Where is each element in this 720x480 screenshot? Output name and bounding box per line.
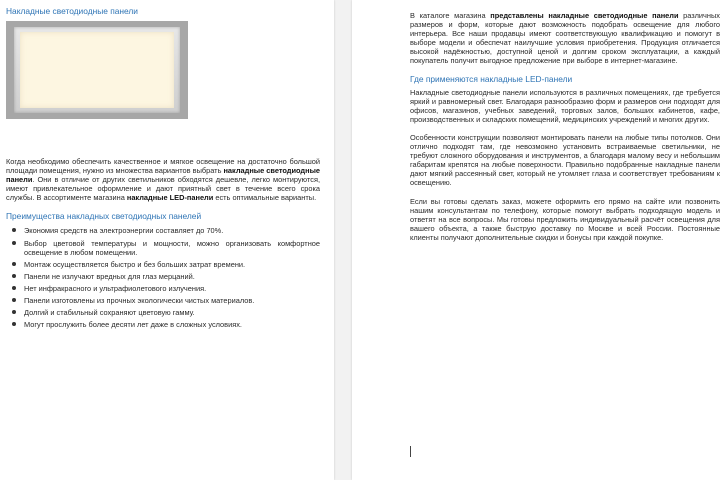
list-item: Панели изготовлены из прочных экологически чистых материалов. — [24, 296, 320, 305]
heading-advantages: Преимущества накладных светодиодных панелей — [6, 211, 202, 222]
bullet-icon — [12, 262, 16, 266]
heading-link[interactable]: накладные LED-панели — [480, 73, 573, 84]
panel-light-surface — [20, 32, 174, 108]
paragraph-catalog: В каталоге магазина представлены накладные светодиодные панели различных размеров и форм, которые дают возможность подобрать освещение для любого интерьера. Все наши продавцы имеют соответствующую квалификацию и помогут в выборе модели и обеспечат наилучшие условия приобретения. Продукция отличается высокой надёжностью, доступной ценой и долгим сроком эксплуатации, а каждый покупатель получит выгодное предложение при выборе в интернет-магазине. — [410, 11, 720, 66]
list-item: Долгий и стабильный сохраняют цветовую гамму. — [24, 308, 320, 317]
list-item: Панели не излучают вредных для глаз мерцаний. — [24, 272, 320, 281]
bullet-icon — [12, 298, 16, 302]
bullet-icon — [12, 286, 16, 290]
heading-link[interactable]: накладных светодиодных панелей — [66, 211, 202, 222]
paragraph-installation: Особенности конструкции позволяют монтировать панели на любые типы потолков. Они отлично подходят там, где невозможно установить встраиваемые светильники, не требуют сложного оборудования и инструментов, а благодаря малому весу и небольшим габаритам крепятся на любые поверхности. Правильно подобранные накладные панели дают мягкий рассеянный свет, который не утомляет глаза и соответствует требованиям к освещению. — [410, 132, 720, 188]
bold-phrase: накладные светодиодные панели — [6, 166, 321, 185]
document-page-left — [0, 0, 334, 480]
bold-phrase: накладные LED-панели — [126, 193, 214, 203]
document-page-right — [352, 0, 720, 480]
heading-surface-led-panels: Накладные светодиодные панели — [6, 6, 138, 16]
list-item: Монтаж осуществляется быстро и без больших затрат времени. — [24, 260, 320, 269]
paragraph-intro: Когда необходимо обеспечить качественное и мягкое освещение на достаточно большой площади помещения, нужно из множества вариантов выбрать накладные светодиодные панели. Они в отличие от других светильников обходятся дешевле, легко монтируются, имеют привлекательное оформление и дают приятный свет в течение всего срока службы. В ассортименте магазина накладные LED-панели есть оптимальные варианты. — [6, 157, 321, 203]
bullet-icon — [12, 322, 16, 326]
list-item: Могут прослужить более десяти лет даже в сложных условиях. — [24, 320, 320, 329]
advantages-list — [6, 226, 320, 329]
bullet-icon — [12, 274, 16, 278]
bullet-icon — [12, 241, 16, 245]
paragraph-applications: Накладные светодиодные панели используются в различных помещениях, где требуется яркий и равномерный свет. Благодаря разнообразию форм и размеров они подходят для офисов, магазинов, учебных заведений, торговых залов, больших кабинетов, кафе, производственных и складских помещений, медицинских учреждений и многих других. — [410, 87, 720, 124]
bold-phrase: представлены накладные светодиодные панели — [490, 11, 679, 20]
led-panel-image — [6, 21, 188, 119]
bullet-icon — [12, 310, 16, 314]
list-item: Экономия средств на электроэнергии составляет до 70%. — [24, 226, 320, 235]
list-item: Нет инфракрасного и ультрафиолетового излучения. — [24, 284, 320, 293]
heading-where-used: Где применяются накладные LED-панели — [410, 73, 573, 84]
text-cursor — [410, 446, 411, 457]
list-item: Выбор цветовой температуры и мощности, можно организовать комфортное освещение в любом помещении. — [24, 239, 320, 257]
paragraph-order: Если вы готовы сделать заказ, можете оформить его прямо на сайте или позвонить нашим консультантам по телефону, которые помогут выбрать подходящую модель и ответят на все вопросы. Мы готовы предложить индивидуальный расчёт освещения для вашего объекта, а также быструю доставку по Москве и всей России. Постоянные клиенты получают дополнительные скидки и бонусы при каждой покупке. — [410, 196, 720, 242]
bullet-icon — [12, 228, 16, 232]
